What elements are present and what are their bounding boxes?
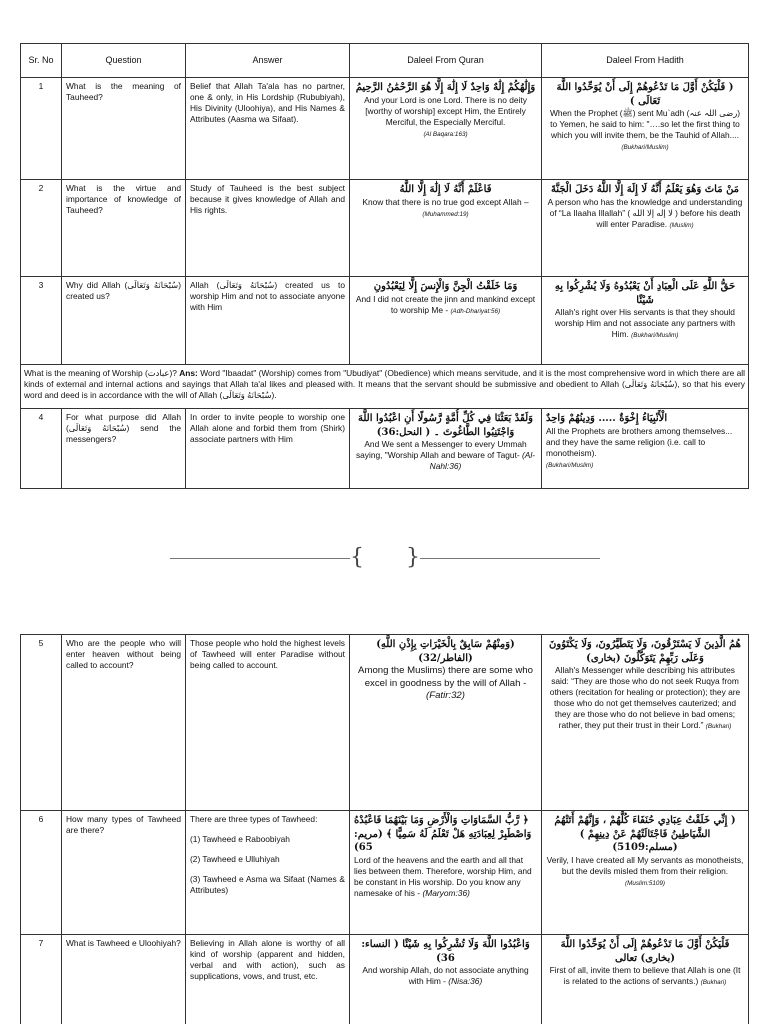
quran-evidence-cell xyxy=(350,935,542,1024)
hadith-reference: (Bukhari/Muslim) xyxy=(546,461,594,469)
question-cell: What is the virtue and importance of knowledge of Tauheed? xyxy=(62,180,186,277)
divider-bracket-left: { xyxy=(350,545,364,570)
quran-translation: And your Lord is one Lord. There is no deity [worthy of worship] except Him, the Entirely Merciful, the Especially Merciful. xyxy=(364,94,527,127)
hadith-arabic: هُمُ الَّذِينَ لَا يَسْتَرْقُونَ، وَلَا يَتَطَيَّرُونَ، وَلَا يَكْتَوُونَ وَعَلَى رَبِّهِمْ يَتَوَكَّلُونَ (بخاری) xyxy=(549,639,741,664)
question-cell: What is the meaning of Tauheed? xyxy=(62,78,186,180)
hadith-arabic: مَنْ مَاتَ وَهُوَ يَعْلَمُ أَنَّهُ لَا إِلَهَ إِلَّا اللَّهُ دَخَلَ الْجَنَّةَ xyxy=(550,184,740,195)
quran-evidence-cell xyxy=(350,409,542,489)
header-question: Question xyxy=(62,44,186,78)
hadith-translation: Verily, I have created all My servants as monotheists, but the devils misled them from their religion. (Muslim:5109) xyxy=(546,854,744,887)
divider-bracket-right: } xyxy=(406,545,420,570)
answer-cell xyxy=(186,811,350,935)
tauheed-table-page-1 xyxy=(20,43,749,489)
header-srno: Sr. No xyxy=(21,44,62,78)
hadith-arabic: فَلْيَكُنْ أَوَّلَ مَا تَدْعُوهُمْ إِلَى أَنْ يُوَحِّدُوا اللَّهَ (بخاری) تعالی xyxy=(560,939,730,964)
hadith-evidence-cell xyxy=(542,635,749,811)
note-answer-text: Word "Ibaadat" (Worship) comes from "Ubudiyat" (Obedience) which means servitude, and it is the most comprehensive word in which there are all kinds of external and internal actions and sayings that Allah ta'al likes and pleased with. It means that the servant should be submissive and obedient to Allah (سُبْحَانَهُ وَتَعَالَى), so that his every word and deed is in accordance with the will of Allah (سُبْحَانَهُ وَتَعَالَى). xyxy=(24,368,745,401)
row-number: 6 xyxy=(21,811,62,935)
answer-cell: Believing in Allah alone is worthy of all kind of worship (apparent and hidden, verbal and with action), such as supplications, vows, and trust, etc. xyxy=(186,935,350,1024)
quran-arabic: وَإِلَٰهُكُمْ إِلَٰهٌ وَاحِدٌ لَا إِلَٰهَ إِلَّا هُوَ الرَّحْمَٰنُ الرَّحِيمُ xyxy=(355,82,536,93)
quran-evidence-cell xyxy=(350,78,542,180)
table-row xyxy=(21,409,749,489)
page-divider xyxy=(170,546,600,570)
hadith-translation: Allah's right over His servants is that they should worship Him and not associate any partners with Him. (Bukhari/Muslim) xyxy=(554,307,736,340)
quran-arabic: (وَمِنْهُمْ سَابِقٌ بِالْخَيْرَاتِ بِإِذْنِ اللَّهِ) (الفاطر/32) xyxy=(376,639,515,664)
quran-arabic: فَاعْلَمْ أَنَّهُ لَا إِلَٰهَ إِلَّا اللَّهُ xyxy=(399,184,492,195)
quran-translation: Lord of the heavens and the earth and all that lies between them. Therefore, worship Him, and be constant in His worship. Do you know any namesake of his - (Maryom:36) xyxy=(354,854,532,898)
row-number: 1 xyxy=(21,78,62,180)
row-number: 3 xyxy=(21,277,62,365)
answer-line: (3) Tawheed e Asma wa Sifaat (Names & Attributes) xyxy=(190,874,345,896)
answer-cell: Belief that Allah Ta'ala has no partner, one & only, in His Lordship (Rububiyah), His Divinity (Uloohiya), and His Names & Attributes (Aasma wa Sifaat). xyxy=(186,78,350,180)
hadith-translation: Allah's Messenger while describing his attributes said: “They are those who do not seek Ruqya from others (recitation for healing or protection); they are those who do not get themselves cauterized; and they are those who do not believe in bad omens; rather, they put their trust in their Lord.” (Bukhari) xyxy=(549,665,741,731)
quran-reference: (Nisa:36) xyxy=(448,976,483,987)
row-number: 7 xyxy=(21,935,62,1024)
answer-cell: Study of Tauheed is the best subject because it gives knowledge of Allah and His rights. xyxy=(186,180,350,277)
header-hadith: Daleel From Hadith xyxy=(542,44,749,78)
hadith-reference: (Bukhari) xyxy=(700,979,727,987)
divider-line-right xyxy=(420,558,600,559)
question-cell: Who are the people who will enter heaven without being called to account? xyxy=(62,635,186,811)
tauheed-table-page-2 xyxy=(20,634,749,1024)
worship-note xyxy=(21,365,749,409)
hadith-arabic: ( إِنِّي خَلَقْتُ عِبَادِي حُنَفَاءَ كُلَّهُمْ ، وَإِنَّهُمْ أَتَتْهُمُ الشَّيَاطِينُ فَاجْتَالَتْهُمْ عَنْ دِينِهِمْ ) (مسلم:5109) xyxy=(554,815,736,853)
header-answer: Answer xyxy=(186,44,350,78)
note-answer-label: Ans: xyxy=(179,368,198,378)
quran-reference: (Muhammed:19) xyxy=(422,210,469,218)
row-number: 2 xyxy=(21,180,62,277)
hadith-evidence-cell xyxy=(542,277,749,365)
hadith-reference: (Bukhari/Muslim) xyxy=(621,144,669,152)
quran-evidence-cell xyxy=(350,635,542,811)
hadith-translation: All the Prophets are brothers among themselves... and they have the same religion (i.e. call to monotheism). xyxy=(546,425,733,458)
question-cell: How many types of Tawheed are there? xyxy=(62,811,186,935)
quran-reference: (Fatir:32) xyxy=(426,690,465,702)
quran-arabic: ﴿ رَّبُّ السَّمَاوَاتِ وَالْأَرْضِ وَمَا بَيْنَهُمَا فَاعْبُدْهُ وَاصْطَبِرْ لِعِبَادَتِهِ هَلْ تَعْلَمُ لَهُ سَمِيًّا ﴾ (مریم: 65) xyxy=(354,815,532,853)
answer-line: (1) Tawheed e Raboobiyah xyxy=(190,834,290,845)
quran-arabic: وَمَا خَلَقْتُ الْجِنَّ وَالْإِنسَ إِلَّا لِيَعْبُدُونِ xyxy=(373,281,518,292)
header-row xyxy=(21,44,749,78)
hadith-reference: (Muslim) xyxy=(669,221,694,229)
hadith-evidence-cell xyxy=(542,78,749,180)
quran-evidence-cell xyxy=(350,180,542,277)
answer-cell: Those people who hold the highest levels of Tawheed will enter Paradise without being called to account. xyxy=(186,635,350,811)
answer-line: There are three types of Tawheed: xyxy=(190,814,318,824)
hadith-reference: (Bukhari/Muslim) xyxy=(631,332,679,340)
quran-reference: (Al-Nahl:36) xyxy=(429,450,536,472)
hadith-translation: A person who has the knowledge and understanding of “La Ilaaha Illallah” ( لا إله إلا الله ) before his death will enter Paradise. (Muslim) xyxy=(547,196,743,229)
row-number: 4 xyxy=(21,409,62,489)
question-cell: Why did Allah (سُبْحَانَهُ وَتَعَالَى) created us? xyxy=(62,277,186,365)
quran-reference: (Al Baqara:163) xyxy=(423,130,468,138)
table-row xyxy=(21,277,749,365)
quran-evidence-cell xyxy=(350,277,542,365)
worship-note-row xyxy=(21,365,749,409)
quran-evidence-cell xyxy=(350,811,542,935)
quran-arabic: وَلَقَدْ بَعَثْنَا فِي كُلِّ أُمَّةٍ رَّسُولًا أَنِ اعْبُدُوا اللَّهَ وَاجْتَنِبُوا الطَّاغُوتَ ۔ ( النحل:36) xyxy=(358,413,533,438)
answer-cell: In order to invite people to worship one Allah alone and forbid them from (Shirk) associate partners with Him xyxy=(186,409,350,489)
quran-translation: And worship Allah, do not associate anything with Him - (Nisa:36) xyxy=(362,965,529,987)
answer-cell: Allah (سُبْحَانَهُ وَتَعَالَى) created us to worship Him and not to associate anyone with Him xyxy=(186,277,350,365)
hadith-translation: First of all, invite them to believe that Allah is one (It is related to the actions of servants.) (Bukhari) xyxy=(549,965,741,987)
quran-reference: (Maryom:36) xyxy=(422,887,470,898)
hadith-reference: (Bukhari) xyxy=(705,723,732,731)
hadith-arabic: الْأَنْبِيَاءُ إِخْوَةٌ ..... وَدِينُهُمْ وَاحِدٌ xyxy=(546,413,668,424)
hadith-evidence-cell xyxy=(542,180,749,277)
quran-translation: Among the Muslims) there are some who excel in goodness by the will of Allah - (Fatir:32) xyxy=(358,665,533,702)
note-question: What is the meaning of Worship (عبادت)? xyxy=(24,368,177,378)
hadith-evidence-cell xyxy=(542,935,749,1024)
table-row xyxy=(21,811,749,935)
question-cell: What is Tawheed e Uloohiyah? xyxy=(62,935,186,1024)
quran-translation: Know that there is no true god except Allah – (Muhammed:19) xyxy=(362,196,529,218)
answer-line: (2) Tawheed e Ulluhiyah xyxy=(190,854,280,865)
hadith-arabic: ( فَلْيَكُنْ أَوَّلَ مَا تَدْعُوهُمْ إِلَى أَنْ يُوَحِّدُوا اللَّهَ تَعَالَى ) xyxy=(556,82,734,107)
quran-reference: (Adh-Dhariyat:56) xyxy=(450,307,501,315)
table-row xyxy=(21,78,749,180)
table-row xyxy=(21,180,749,277)
table-row xyxy=(21,935,749,1024)
hadith-arabic: حَقُّ اللَّهِ عَلَى الْعِبَادِ أَنْ يَعْبُدُوهُ وَلَا يُشْرِكُوا بِهِ شَيْئًا xyxy=(554,281,736,306)
hadith-reference: (Muslim:5109) xyxy=(625,879,665,887)
row-number: 5 xyxy=(21,635,62,811)
hadith-evidence-cell xyxy=(542,409,749,489)
hadith-evidence-cell xyxy=(542,811,749,935)
hadith-translation: When the Prophet (ﷺ) sent Mu`adh (رضی اللہ عنہ) to Yemen, he said to him: "….so let the first thing to which you will invite them, be the Tauhid of Allah.... (Bukhari/Muslim) xyxy=(549,108,741,152)
quran-arabic: وَاعْبُدُوا اللَّهَ وَلَا تُشْرِكُوا بِهِ شَيْئًا ( النساء: 36) xyxy=(361,939,530,964)
divider-line-left xyxy=(170,558,350,559)
table-row xyxy=(21,635,749,811)
header-quran: Daleel From Quran xyxy=(350,44,542,78)
quran-translation: And We sent a Messenger to every Ummah saying, "Worship Allah and beware of Tagut- (Al-Nahl:36) xyxy=(355,439,536,472)
quran-translation: And I did not create the jinn and mankind except to worship Me - (Adh-Dhariyat:56) xyxy=(355,293,536,315)
question-cell: For what purpose did Allah (سُبْحَانَهُ وَتَعَالَى) send the messengers? xyxy=(62,409,186,489)
